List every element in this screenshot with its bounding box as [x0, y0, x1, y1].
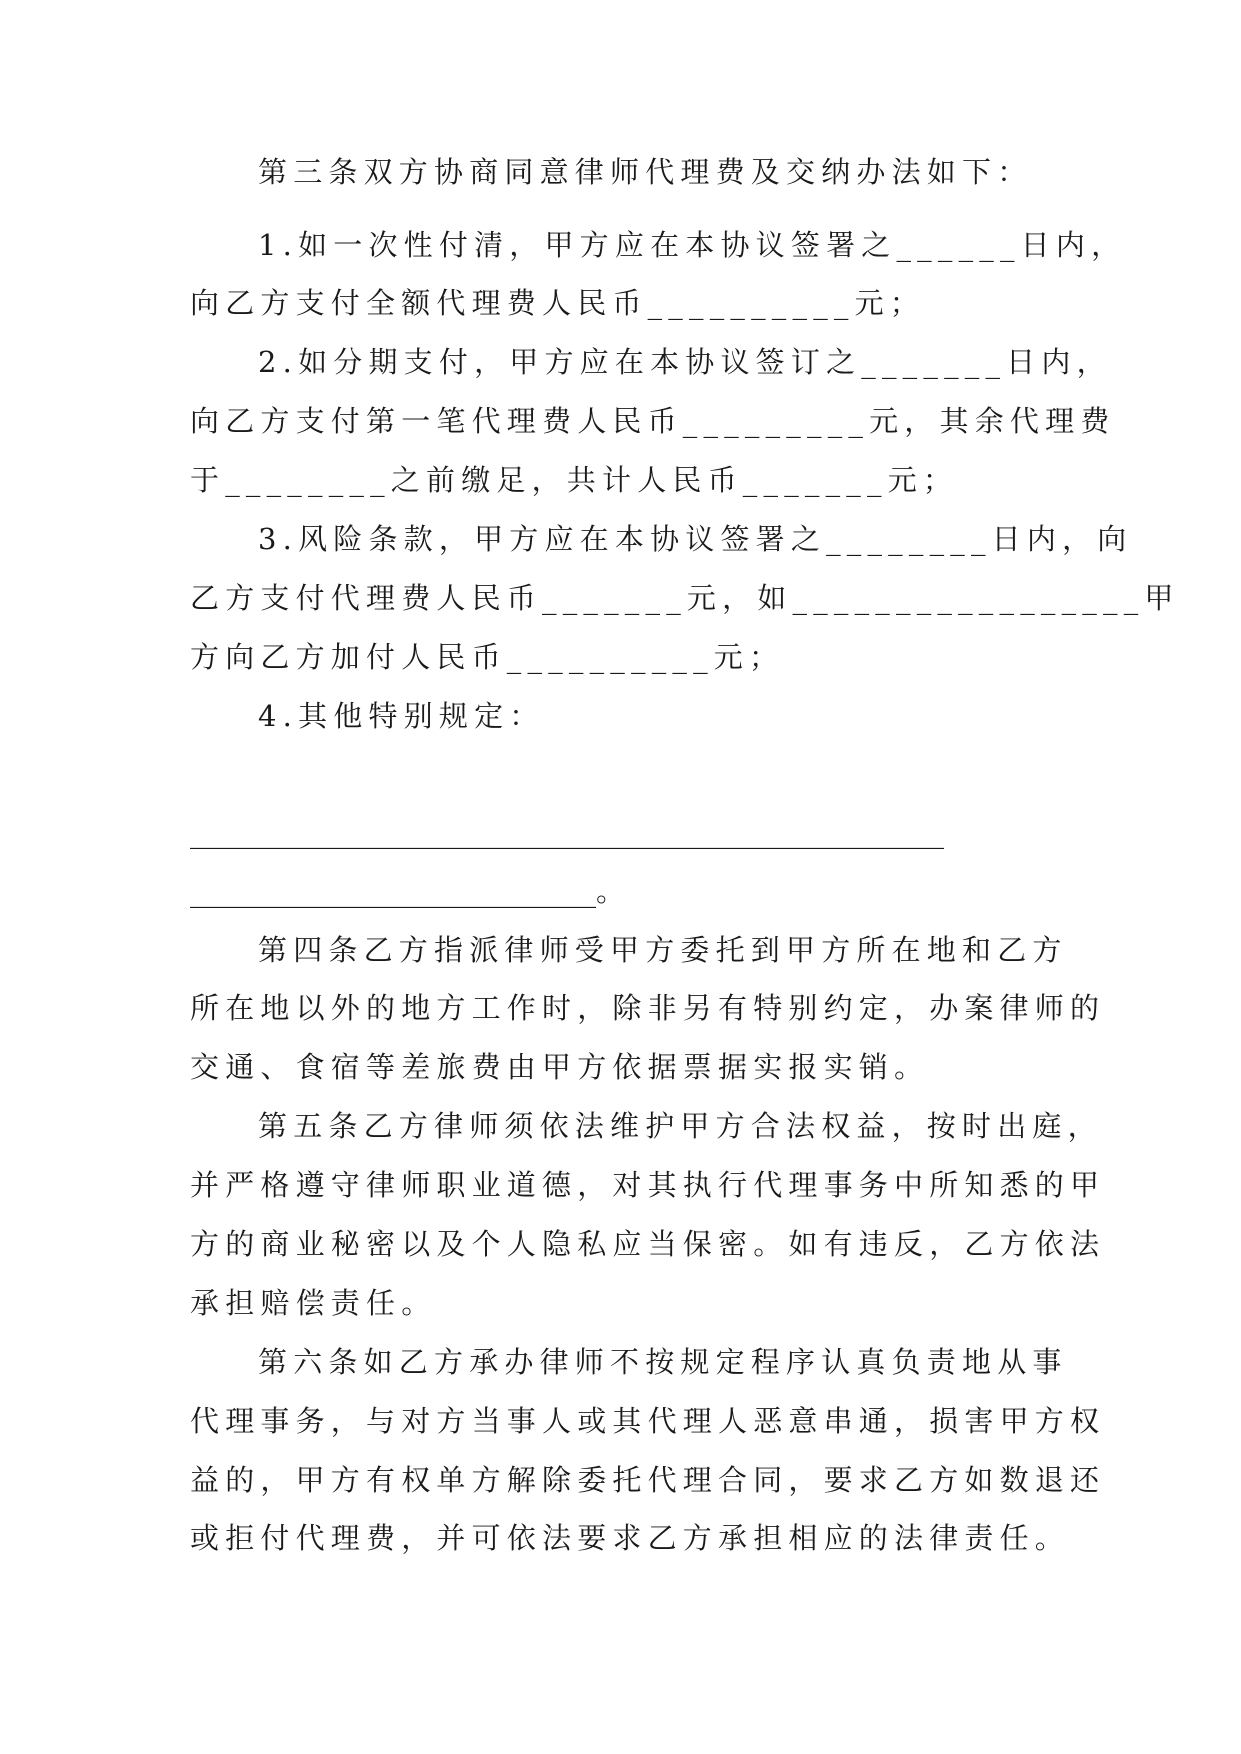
- clause-3-item-1-line-1: 1.如一次性付清，甲方应在本协议签署之______日内，: [258, 228, 1127, 262]
- clause-3-item-2-line-2: 向乙方支付第一笔代理费人民币_________元，其余代理费: [190, 404, 1116, 438]
- clause-6-line-1: 第六条如乙方承办律师不按规定程序认真负责地从事: [258, 1345, 1068, 1379]
- blank-line-short: ____________________________。: [190, 874, 626, 908]
- clause-3-item-3-line-1: 3.风险条款，甲方应在本协议签署之________日内，向: [258, 522, 1133, 556]
- clause-3-item-3-line-2: 乙方支付代理费人民币_______元，如_________________甲: [190, 581, 1180, 615]
- clause-4-line-2: 所在地以外的地方工作时，除非另有特别约定，办案律师的: [190, 991, 1106, 1025]
- clause-6-line-4: 或拒付代理费，并可依法要求乙方承担相应的法律责任。: [190, 1521, 1071, 1555]
- clause-5-line-1: 第五条乙方律师须依法维护甲方合法权益，按时出庭，: [258, 1109, 1103, 1143]
- clause-6-line-2: 代理事务，与对方当事人或其代理人恶意串通，损害甲方权: [190, 1404, 1106, 1438]
- clause-3-item-3-line-3: 方向乙方加付人民币__________元；: [190, 640, 785, 674]
- clause-3-item-1-line-2: 向乙方支付全额代理费人民币__________元；: [190, 286, 926, 320]
- clause-3-item-2-line-1: 2.如分期支付，甲方应在本协议签订之_______日内，: [258, 345, 1112, 379]
- blank-line-long: ____________________________________________________: [190, 815, 944, 849]
- clause-5-line-4: 承担赔偿责任。: [190, 1286, 437, 1320]
- clause-5-line-2: 并严格遵守律师职业道德，对其执行代理事务中所知悉的甲: [190, 1168, 1106, 1202]
- clause-6-line-3: 益的，甲方有权单方解除委托代理合同，要求乙方如数退还: [190, 1463, 1106, 1497]
- clause-5-line-3: 方的商业秘密以及个人隐私应当保密。如有违反，乙方依法: [190, 1227, 1106, 1261]
- clause-3-item-4-line-1: 4.其他特别规定：: [258, 699, 545, 733]
- clause-3-item-2-line-3: 于________之前缴足，共计人民币_______元；: [190, 463, 959, 497]
- clause-4-line-1: 第四条乙方指派律师受甲方委托到甲方所在地和乙方: [258, 933, 1068, 967]
- clause-4-line-3: 交通、食宿等差旅费由甲方依据票据实报实销。: [190, 1050, 930, 1084]
- clause-3-heading: 第三条双方协商同意律师代理费及交纳办法如下：: [258, 155, 1033, 189]
